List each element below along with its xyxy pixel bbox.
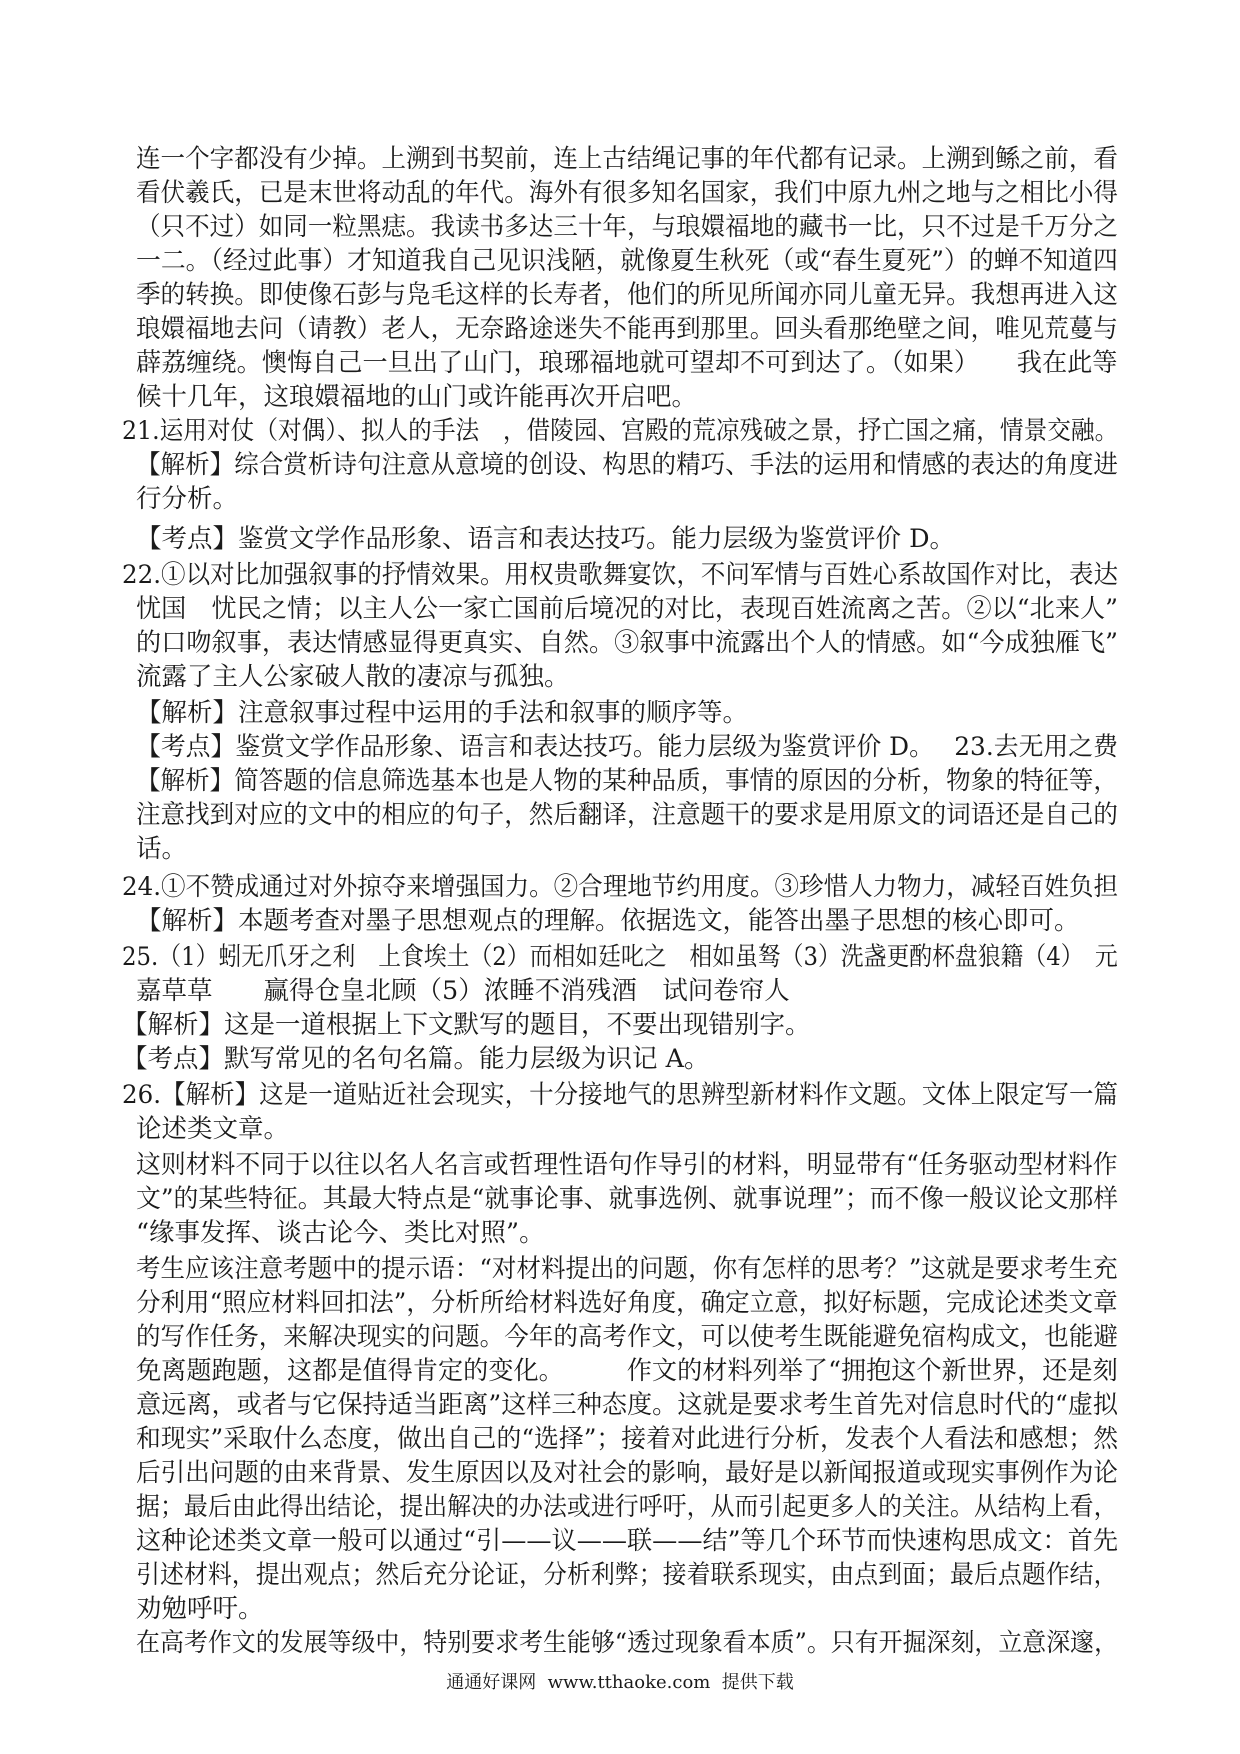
page-footer: 通通好课网 www.tthaoke.com 提供下载 bbox=[446, 1672, 794, 1693]
analysis-label: 【解析】本题考查对墨子思想观点的理解。依据选文，能答出墨子思想的核心即可。 bbox=[136, 906, 1080, 936]
text-line: 话。 bbox=[136, 834, 188, 864]
text-line: 在高考作文的发展等级中，特别要求考生能够“透过现象看本质”。只有开掘深刻，立意深邃， bbox=[136, 1628, 1119, 1658]
answer-25: 25.（1）蚓无爪牙之利 上食埃土（2）而相如廷叱之 相如虽驽（3）洗盏更酌杯盘狼籍（4） 元 bbox=[122, 942, 1118, 972]
text-line: 文”的某些特征。其最大特点是“就事论事、就事选例、就事说理”；而不像一般议论文那样 bbox=[136, 1184, 1119, 1214]
text-line: 忧国 忧民之情；以主人公一家亡国前后境况的对比，表现百姓流离之苦。②以“北来人” bbox=[136, 594, 1119, 624]
test-point-label: 【考点】鉴赏文学作品形象、语言和表达技巧。能力层级为鉴赏评价 D。 23.去无用之费 bbox=[136, 732, 1118, 762]
analysis-label: 【解析】注意叙事过程中运用的手法和叙事的顺序等。 bbox=[136, 698, 749, 728]
text-line: 这种论述类文章一般可以通过“引——议——联——结”等几个环节而快速构思成文：首先 bbox=[136, 1526, 1119, 1556]
text-line: 嘉草草 赢得仓皇北顾（5）浓睡不消残酒 试问卷帘人 bbox=[136, 976, 790, 1006]
text-line: “缘事发挥、谈古论今、类比对照”。 bbox=[136, 1218, 545, 1248]
text-line: 意远离，或者与它保持适当距离”这样三种态度。这就是要求考生首先对信息时代的“虚拟 bbox=[136, 1390, 1119, 1420]
text-line: 引述材料，提出观点；然后充分论证，分析利弊；接着联系现实，由点到面；最后点题作结， bbox=[136, 1560, 1118, 1590]
answer-26: 26.【解析】这是一道贴近社会现实，十分接地气的思辨型新材料作文题。文体上限定写一篇 bbox=[122, 1080, 1119, 1110]
text-line: 季的转换。即使像石彭与凫毛这样的长寿者，他们的所见所闻亦同儿童无异。我想再进入这 bbox=[136, 280, 1118, 310]
text-line: 的写作任务，来解决现实的问题。今年的高考作文，可以使考生既能避免宿构成文，也能避 bbox=[136, 1322, 1118, 1352]
answer-22: 22.①以对比加强叙事的抒情效果。用权贵歌舞宴饮，不问军情与百姓心系故国作对比，表达 bbox=[122, 560, 1119, 590]
text-line: 劝勉呼吁。 bbox=[136, 1594, 264, 1624]
text-line: （只不过）如同一粒黑痣。我读书多达三十年，与琅嬛福地的藏书一比，只不过是千万分之 bbox=[136, 212, 1118, 242]
text-line: 的口吻叙事，表达情感显得更真实、自然。③叙事中流露出个人的情感。如“今成独雁飞” bbox=[136, 628, 1119, 658]
text-line: 免离题跑题，这都是值得肯定的变化。 作文的材料列举了“拥抱这个新世界，还是刻 bbox=[136, 1356, 1118, 1386]
text-line: 考生应该注意考题中的提示语：“对材料提出的问题，你有怎样的思考？”这就是要求考生充 bbox=[136, 1254, 1118, 1284]
text-line: 论述类文章。 bbox=[136, 1114, 290, 1144]
text-line: 分利用“照应材料回扣法”，分析所给材料选好角度，确定立意，拟好标题，完成论述类文章 bbox=[136, 1288, 1118, 1318]
text-line: 和现实”采取什么态度，做出自己的“选择”；接着对此进行分析，发表个人看法和感想；然 bbox=[136, 1424, 1119, 1454]
analysis-label: 【解析】简答题的信息筛选基本也是人物的某种品质，事情的原因的分析，物象的特征等， bbox=[136, 766, 1118, 796]
test-point-label: 【考点】鉴赏文学作品形象、语言和表达技巧。能力层级为鉴赏评价 D。 bbox=[136, 524, 956, 554]
analysis-label: 【解析】这是一道根据上下文默写的题目，不要出现错别字。 bbox=[122, 1010, 811, 1040]
text-line: 这则材料不同于以往以名人名言或哲理性语句作导引的材料，明显带有“任务驱动型材料作 bbox=[136, 1150, 1118, 1180]
text-line: 据；最后由此得出结论，提出解决的办法或进行呼吁，从而引起更多人的关注。从结构上看， bbox=[136, 1492, 1118, 1522]
text-line: 流露了主人公家破人散的凄凉与孤独。 bbox=[136, 662, 570, 692]
text-line: 薜荔缠绕。懊悔自己一旦出了山门，琅琊福地就可望却不可到达了。（如果） 我在此等 bbox=[136, 348, 1118, 378]
text-line: 连一个字都没有少掉。上溯到书契前，连上古结绳记事的年代都有记录。上溯到鲧之前，看 bbox=[136, 144, 1118, 174]
text-line: 候十几年，这琅嬛福地的山门或许能再次开启吧。 bbox=[136, 382, 698, 412]
answer-24: 24.①不赞成通过对外掠夺来增强国力。②合理地节约用度。③珍惜人力物力，减轻百姓负担 bbox=[122, 872, 1119, 902]
text-line: 注意找到对应的文中的相应的句子，然后翻译，注意题干的要求是用原文的词语还是自己的 bbox=[136, 800, 1118, 830]
text-line: 琅嬛福地去问（请教）老人，无奈路途迷失不能再到那里。回头看那绝壁之间，唯见荒蔓与 bbox=[136, 314, 1118, 344]
analysis-label: 【解析】综合赏析诗句注意从意境的创设、构思的精巧、手法的运用和情感的表达的角度进 bbox=[136, 450, 1118, 480]
answer-21: 21.运用对仗（对偶）、拟人的手法 ，借陵园、宫殿的荒凉残破之景，抒亡国之痛，情景交融。 bbox=[122, 416, 1119, 446]
test-point-label: 【考点】默写常见的名句名篇。能力层级为识记 A。 bbox=[122, 1044, 710, 1074]
text-line: 行分析。 bbox=[136, 484, 239, 514]
text-line: 看伏羲氏，已是末世将动乱的年代。海外有很多知名国家，我们中原九州之地与之相比小得 bbox=[136, 178, 1118, 208]
text-line: 一二。（经过此事）才知道我自己见识浅陋，就像夏生秋死（或“春生夏死”）的蝉不知道四 bbox=[136, 246, 1118, 276]
text-line: 后引出问题的由来背景、发生原因以及对社会的影响，最好是以新闻报道或现实事例作为论 bbox=[136, 1458, 1118, 1488]
